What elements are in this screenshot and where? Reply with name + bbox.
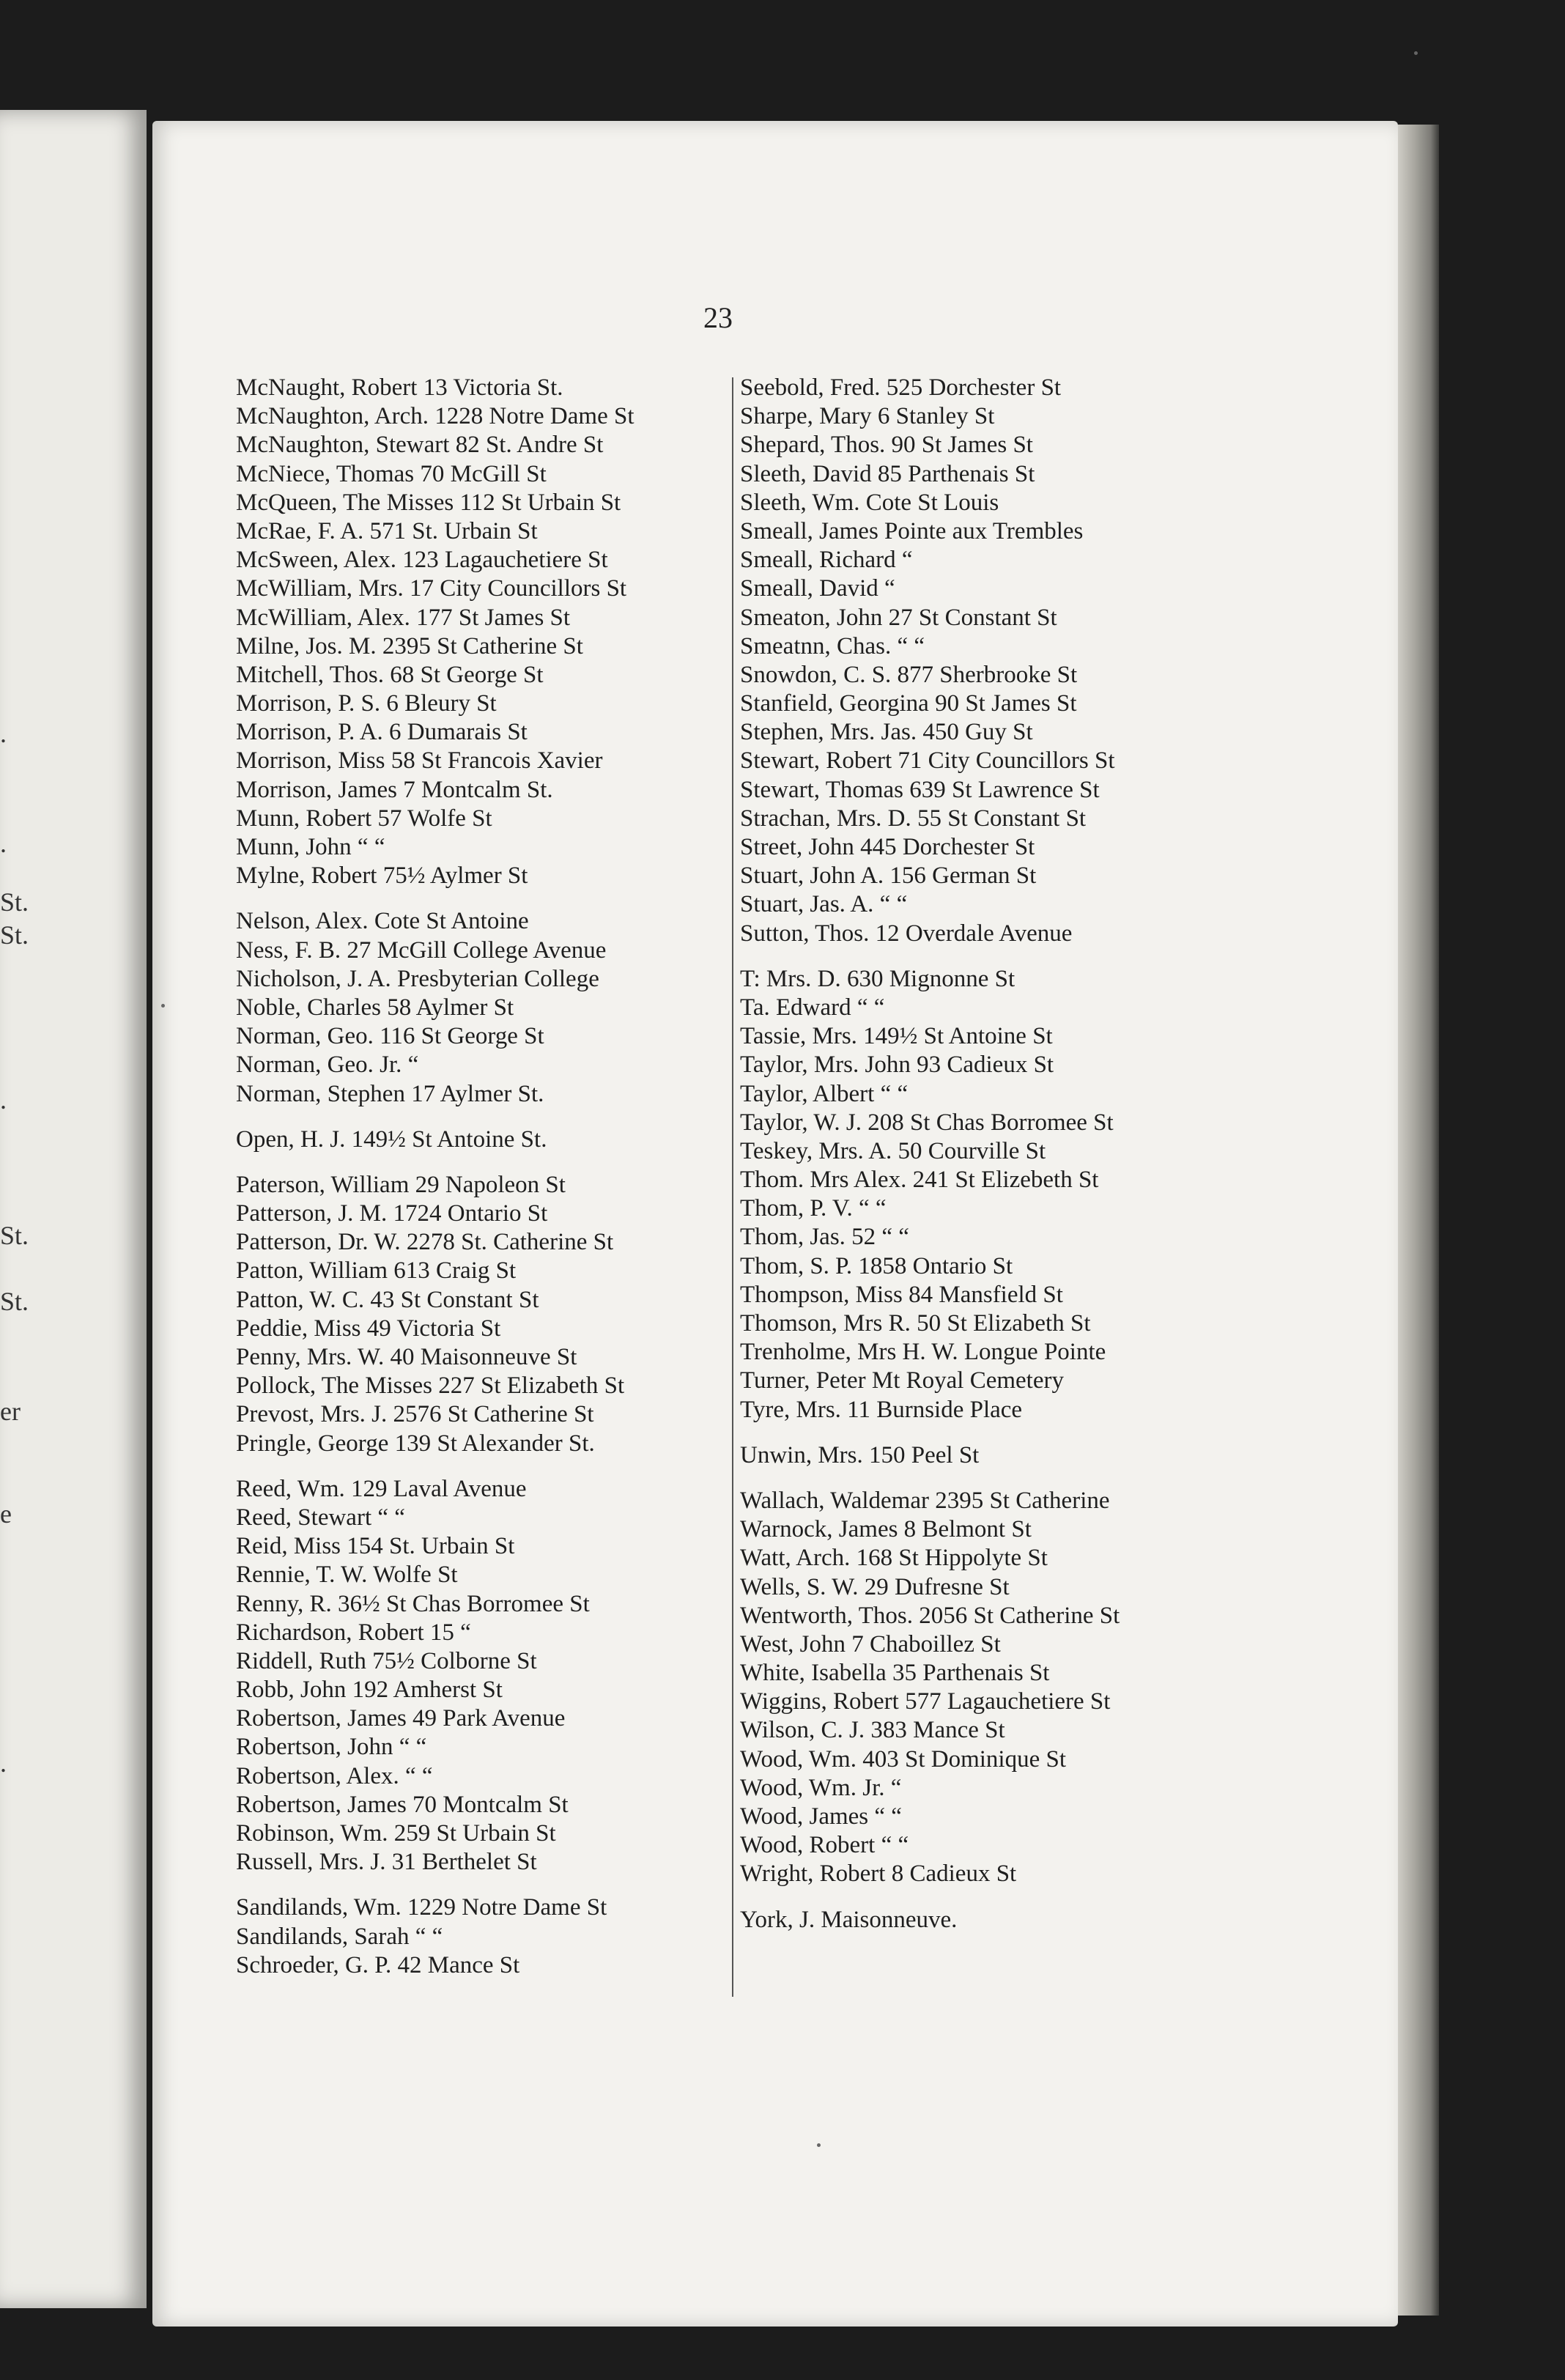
directory-entry: Peddie, Miss 49 Victoria St xyxy=(236,1315,501,1342)
directory-entry: Unwin, Mrs. 150 Peel St xyxy=(740,1441,980,1468)
directory-entry: Smeatnn, Chas. “ “ xyxy=(740,632,925,659)
section-gap xyxy=(740,1424,1120,1441)
directory-entry: Robertson, James 70 Montcalm St xyxy=(236,1791,569,1818)
ink-speck xyxy=(1414,51,1418,55)
directory-entry: Taylor, W. J. 208 St Chas Borromee St xyxy=(740,1109,1114,1136)
directory-entry: Pollock, The Misses 227 St Elizabeth St xyxy=(236,1372,625,1400)
directory-entry: Trenholme, Mrs H. W. Longue Pointe xyxy=(740,1339,1106,1366)
ink-speck xyxy=(817,2143,821,2147)
directory-entry: Stephen, Mrs. Jas. 450 Guy St xyxy=(740,719,1033,746)
directory-entry: Wallach, Waldemar 2395 St Catherine xyxy=(740,1487,1110,1514)
directory-entry: West, John 7 Chaboillez St xyxy=(740,1630,1001,1658)
directory-entry: McWilliam, Alex. 177 St James St xyxy=(236,604,571,631)
directory-entry: York, J. Maisonneuve. xyxy=(740,1906,958,1933)
directory-entry: Wells, S. W. 29 Dufresne St xyxy=(740,1573,1010,1600)
directory-entry: McSween, Alex. 123 Lagauchetiere St xyxy=(236,547,608,574)
directory-entry: Munn, John “ “ xyxy=(236,834,385,860)
directory-entry: Renny, R. 36½ St Chas Borromee St xyxy=(236,1590,590,1617)
directory-entry: Sharpe, Mary 6 Stanley St xyxy=(740,403,995,430)
directory-entry: McNaught, Robert 13 Victoria St. xyxy=(236,374,563,401)
directory-entry: Thom. Mrs Alex. 241 St Elizebeth St xyxy=(740,1167,1099,1194)
directory-entry: Reed, Wm. 129 Laval Avenue xyxy=(236,1475,527,1502)
right-column xyxy=(740,374,1120,1934)
directory-entry: Robb, John 192 Amherst St xyxy=(236,1677,503,1704)
directory-entry: Robertson, John “ “ xyxy=(236,1734,427,1761)
directory-entry: Thom, S. P. 1858 Ontario St xyxy=(740,1252,1013,1279)
directory-entry: Sutton, Thos. 12 Overdale Avenue xyxy=(740,920,1073,947)
directory-entry: Open, H. J. 149½ St Antoine St. xyxy=(236,1126,547,1153)
directory-entry: Sleeth, David 85 Parthenais St xyxy=(740,460,1035,487)
directory-entry: Shepard, Thos. 90 St James St xyxy=(740,432,1033,459)
directory-entry: Richardson, Robert 15 “ xyxy=(236,1619,471,1646)
directory-entry: Smeall, Richard “ xyxy=(740,547,913,574)
directory-entry: Wood, Wm. Jr. “ xyxy=(740,1774,902,1801)
directory-entry: Taylor, Mrs. John 93 Cadieux St xyxy=(740,1052,1054,1079)
facing-page-text: St. xyxy=(0,1221,29,1250)
directory-entry: Tyre, Mrs. 11 Burnside Place xyxy=(740,1396,1023,1423)
section-gap xyxy=(740,1470,1120,1487)
left-column xyxy=(236,374,634,1980)
ink-speck xyxy=(161,1004,165,1008)
directory-entry: Patton, W. C. 43 St Constant St xyxy=(236,1286,539,1313)
directory-entry: Rennie, T. W. Wolfe St xyxy=(236,1562,458,1589)
directory-entry: Schroeder, G. P. 42 Mance St xyxy=(236,1951,520,1978)
directory-entry: Ta. Edward “ “ xyxy=(740,994,885,1021)
directory-entry: Stuart, Jas. A. “ “ xyxy=(740,891,908,918)
directory-entry: Robertson, James 49 Park Avenue xyxy=(236,1705,566,1732)
directory-entry: Russell, Mrs. J. 31 Berthelet St xyxy=(236,1849,537,1876)
directory-entry: Noble, Charles 58 Aylmer St xyxy=(236,994,514,1021)
directory-entry: Mylne, Robert 75½ Aylmer St xyxy=(236,862,528,890)
directory-entry: Patterson, Dr. W. 2278 St. Catherine St xyxy=(236,1229,614,1256)
directory-entry: Turner, Peter Mt Royal Cemetery xyxy=(740,1367,1064,1394)
directory-entry: Morrison, James 7 Montcalm St. xyxy=(236,776,553,803)
directory-entry: Thomson, Mrs R. 50 St Elizabeth St xyxy=(740,1310,1091,1337)
directory-entry: Snowdon, C. S. 877 Sherbrooke St xyxy=(740,661,1078,688)
directory-entry: Norman, Stephen 17 Aylmer St. xyxy=(236,1080,544,1107)
page-number: 23 xyxy=(703,301,733,334)
directory-entry: Tassie, Mrs. 149½ St Antoine St xyxy=(740,1023,1053,1050)
directory-entry: Smeall, David “ xyxy=(740,575,895,602)
directory-entry: Munn, Robert 57 Wolfe St xyxy=(236,805,492,832)
section-gap xyxy=(740,1889,1120,1906)
directory-entry: Morrison, P. S. 6 Bleury St xyxy=(236,690,497,717)
facing-page-fragment xyxy=(0,110,147,2308)
directory-entry: Thompson, Miss 84 Mansfield St xyxy=(740,1281,1063,1308)
directory-entry: Stewart, Robert 71 City Councillors St xyxy=(740,747,1115,775)
directory-entry: Sandilands, Sarah “ “ xyxy=(236,1923,443,1950)
directory-entry: Robinson, Wm. 259 St Urbain St xyxy=(236,1820,556,1847)
directory-entry: Wentworth, Thos. 2056 St Catherine St xyxy=(740,1602,1120,1629)
directory-entry: Paterson, William 29 Napoleon St xyxy=(236,1171,566,1198)
directory-entry: Norman, Geo. Jr. “ xyxy=(236,1052,419,1079)
directory-entry: Stuart, John A. 156 German St xyxy=(740,862,1037,890)
directory-entry: T: Mrs. D. 630 Mignonne St xyxy=(740,965,1015,992)
directory-entry: Reid, Miss 154 St. Urbain St xyxy=(236,1533,515,1560)
directory-entry: Stanfield, Georgina 90 St James St xyxy=(740,690,1077,717)
directory-entry: Morrison, P. A. 6 Dumarais St xyxy=(236,719,528,746)
directory-entry: Reed, Stewart “ “ xyxy=(236,1504,405,1531)
facing-page-text: St. xyxy=(0,920,29,950)
directory-entry: Wright, Robert 8 Cadieux St xyxy=(740,1860,1017,1888)
section-gap xyxy=(236,1458,634,1475)
directory-entry: Thom, Jas. 52 “ “ xyxy=(740,1224,909,1251)
directory-entry: McNiece, Thomas 70 McGill St xyxy=(236,460,547,487)
directory-entry: Prevost, Mrs. J. 2576 St Catherine St xyxy=(236,1401,594,1428)
facing-page-text: St. xyxy=(0,1287,29,1316)
directory-entry: Stewart, Thomas 639 St Lawrence St xyxy=(740,776,1100,803)
directory-entry: Sleeth, Wm. Cote St Louis xyxy=(740,489,999,516)
facing-page-text: er xyxy=(0,1397,21,1426)
directory-entry: Riddell, Ruth 75½ Colborne St xyxy=(236,1647,537,1674)
facing-page-text: . xyxy=(0,1748,7,1778)
column-divider xyxy=(732,377,733,1997)
directory-entry: Wood, James “ “ xyxy=(740,1803,902,1830)
page-edge xyxy=(1398,125,1439,2316)
directory-entry: McRae, F. A. 571 St. Urbain St xyxy=(236,517,538,544)
directory-entry: McNaughton, Arch. 1228 Notre Dame St xyxy=(236,403,634,430)
directory-entry: Nelson, Alex. Cote St Antoine xyxy=(236,908,529,935)
directory-entry: Patton, William 613 Craig St xyxy=(236,1257,517,1285)
directory-entry: Wilson, C. J. 383 Mance St xyxy=(740,1717,1005,1744)
directory-entry: Smeall, James Pointe aux Trembles xyxy=(740,517,1084,544)
section-gap xyxy=(740,948,1120,965)
facing-page-text: . xyxy=(0,719,7,748)
facing-page-text: St. xyxy=(0,887,29,917)
directory-entry: Patterson, J. M. 1724 Ontario St xyxy=(236,1200,548,1227)
directory-entry: Milne, Jos. M. 2395 St Catherine St xyxy=(236,632,583,659)
directory-entry: Teskey, Mrs. A. 50 Courville St xyxy=(740,1137,1046,1164)
directory-entry: Street, John 445 Dorchester St xyxy=(740,834,1035,860)
facing-page-text: . xyxy=(0,829,7,858)
directory-entry: Taylor, Albert “ “ xyxy=(740,1080,909,1107)
directory-entry: Wood, Robert “ “ xyxy=(740,1832,909,1859)
directory-entry: Strachan, Mrs. D. 55 St Constant St xyxy=(740,805,1087,832)
section-gap xyxy=(236,1154,634,1171)
directory-entry: Morrison, Miss 58 St Francois Xavier xyxy=(236,747,603,775)
directory-entry: Mitchell, Thos. 68 St George St xyxy=(236,661,544,688)
directory-entry: Penny, Mrs. W. 40 Maisonneuve St xyxy=(236,1344,577,1370)
directory-entry: Seebold, Fred. 525 Dorchester St xyxy=(740,374,1062,401)
directory-entry: McWilliam, Mrs. 17 City Councillors St xyxy=(236,575,627,602)
section-gap xyxy=(236,1109,634,1126)
directory-entry: White, Isabella 35 Parthenais St xyxy=(740,1660,1050,1687)
directory-entry: Sandilands, Wm. 1229 Notre Dame St xyxy=(236,1894,607,1921)
directory-entry: Wiggins, Robert 577 Lagauchetiere St xyxy=(740,1688,1111,1715)
directory-entry: Wood, Wm. 403 St Dominique St xyxy=(740,1745,1067,1773)
directory-entry: Warnock, James 8 Belmont St xyxy=(740,1516,1032,1543)
directory-entry: Norman, Geo. 116 St George St xyxy=(236,1023,544,1050)
directory-entry: Nicholson, J. A. Presbyterian College xyxy=(236,965,599,992)
directory-entry: Smeaton, John 27 St Constant St xyxy=(740,604,1057,631)
directory-entry: Watt, Arch. 168 St Hippolyte St xyxy=(740,1545,1048,1572)
section-gap xyxy=(236,1877,634,1893)
facing-page-text: . xyxy=(0,1085,7,1115)
section-gap xyxy=(236,890,634,907)
directory-entry: McQueen, The Misses 112 St Urbain St xyxy=(236,489,621,516)
directory-entry: Ness, F. B. 27 McGill College Avenue xyxy=(236,936,607,964)
facing-page-text: e xyxy=(0,1499,12,1529)
directory-entry: Pringle, George 139 St Alexander St. xyxy=(236,1430,595,1457)
directory-entry: Robertson, Alex. “ “ xyxy=(236,1762,433,1789)
directory-entry: McNaughton, Stewart 82 St. Andre St xyxy=(236,432,604,459)
directory-entry: Thom, P. V. “ “ xyxy=(740,1195,887,1222)
